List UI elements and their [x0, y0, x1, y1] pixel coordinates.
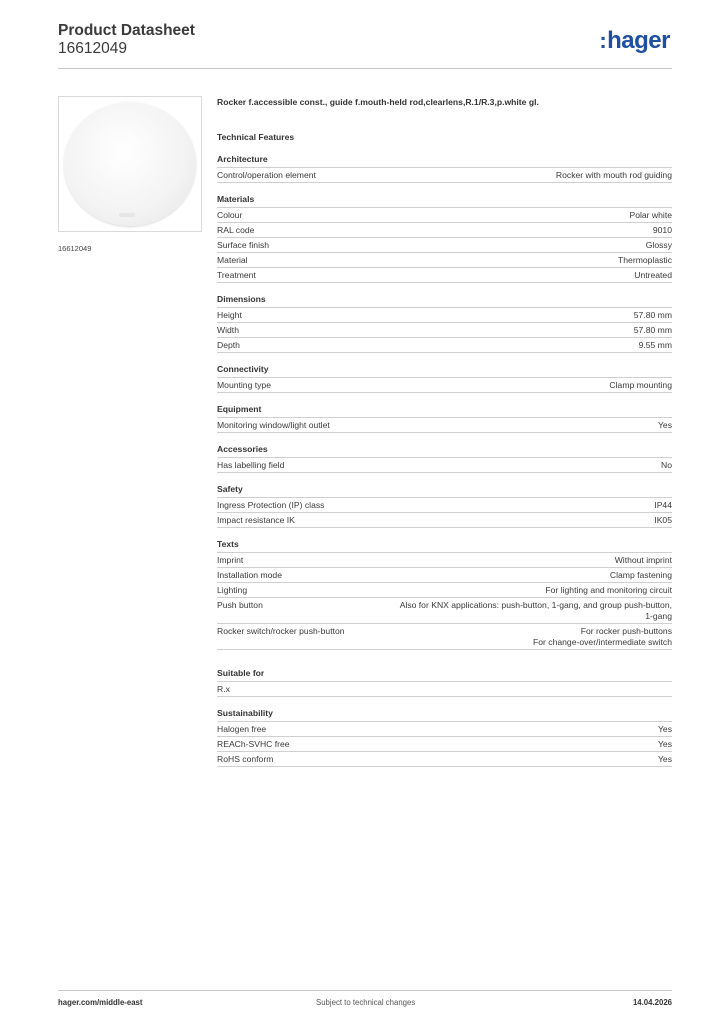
section-title: Architecture	[217, 154, 672, 168]
spec-label: Imprint	[217, 555, 244, 565]
spec-label: Material	[217, 255, 248, 265]
section-title: Accessories	[217, 444, 672, 458]
spec-value-line: 9.55 mm	[638, 340, 672, 350]
document-title: Product Datasheet	[58, 22, 195, 39]
spec-label: RAL code	[217, 225, 255, 235]
spec-section	[217, 404, 672, 433]
spec-value-line	[670, 684, 672, 695]
section-title: Suitable for	[217, 668, 672, 682]
section-title: Texts	[217, 539, 672, 553]
section-title: Equipment	[217, 404, 672, 418]
light-window	[119, 213, 135, 217]
spec-value-line: Polar white	[629, 210, 672, 220]
rocker-image	[64, 102, 196, 226]
spec-value-line: Yes	[657, 724, 672, 734]
spec-section	[217, 708, 672, 767]
page-header	[58, 22, 672, 68]
spec-value	[629, 210, 672, 221]
spec-value-line: Glossy	[645, 240, 672, 250]
logo-prefix: :	[599, 28, 607, 53]
section-title: Safety	[217, 484, 672, 498]
spec-value	[658, 739, 672, 750]
technical-features-title: Technical Features	[217, 132, 295, 142]
spec-section	[217, 668, 672, 697]
spec-value-line: Clamp fastening	[609, 570, 672, 580]
section-title: Sustainability	[217, 708, 672, 722]
product-image	[58, 96, 202, 232]
spec-value	[609, 380, 672, 391]
spec-value-line: 1-gang	[645, 611, 672, 621]
spec-label: Lighting	[217, 585, 248, 595]
image-caption: 16612049	[58, 244, 92, 253]
spec-row	[217, 418, 672, 433]
spec-value-line: Thermoplastic	[618, 255, 672, 265]
spec-row	[217, 752, 672, 767]
spec-row	[217, 223, 672, 238]
spec-row	[217, 338, 672, 353]
spec-row	[217, 568, 672, 583]
spec-label: Push button	[217, 600, 263, 610]
spec-row	[217, 208, 672, 223]
spec-value	[634, 270, 672, 281]
spec-label: Height	[217, 310, 242, 320]
spec-label: Colour	[217, 210, 243, 220]
spec-label: Impact resistance IK	[217, 515, 295, 525]
spec-value	[654, 515, 672, 526]
spec-row	[217, 168, 672, 183]
spec-label: Control/operation element	[217, 170, 316, 180]
spec-value	[533, 626, 672, 648]
header-divider	[58, 68, 672, 69]
spec-row	[217, 323, 672, 338]
spec-value	[658, 420, 672, 431]
spec-row	[217, 553, 672, 568]
spec-value-line: 9010	[652, 225, 672, 235]
logo-text: hager	[607, 27, 670, 54]
spec-row	[217, 378, 672, 393]
spec-label: Mounting type	[217, 380, 271, 390]
spec-value	[545, 585, 672, 596]
spec-value	[661, 460, 672, 471]
spec-value-line: Yes	[657, 739, 672, 749]
spec-section	[217, 364, 672, 393]
spec-row	[217, 682, 672, 697]
spec-section	[217, 539, 672, 650]
spec-row	[217, 598, 672, 624]
spec-label: Monitoring window/light outlet	[217, 420, 330, 430]
spec-label: Halogen free	[217, 724, 267, 734]
spec-row	[217, 624, 672, 650]
spec-label: REACh-SVHC free	[217, 739, 290, 749]
spec-value-line: Untreated	[634, 270, 672, 280]
spec-row	[217, 458, 672, 473]
spec-value-line: IP44	[654, 500, 672, 510]
spec-value-line: For rocker push-buttons	[580, 626, 672, 636]
spec-row	[217, 238, 672, 253]
section-title: Materials	[217, 194, 672, 208]
spec-row	[217, 498, 672, 513]
spec-value	[646, 240, 672, 251]
spec-value-line: Clamp mounting	[609, 380, 672, 390]
spec-row	[217, 253, 672, 268]
spec-value-line: 57.80 mm	[633, 310, 672, 320]
spec-label: Installation mode	[217, 570, 282, 580]
spec-value-line: Also for KNX applications: push-button, 1-gang, and group push-button,	[399, 600, 672, 610]
spec-value	[615, 555, 672, 566]
document-number: 16612049	[58, 40, 127, 57]
spec-value-line: Yes	[657, 754, 672, 764]
spec-row	[217, 722, 672, 737]
product-description: Rocker f.accessible const., guide f.mouth-held rod,clearlens,R.1/R.3,p.white gl.	[217, 97, 539, 107]
spec-value-line: No	[661, 460, 672, 470]
spec-value	[658, 754, 672, 765]
footer-website: hager.com/middle-east	[58, 998, 143, 1007]
spec-value	[556, 170, 672, 181]
spec-label: Width	[217, 325, 239, 335]
section-title: Connectivity	[217, 364, 672, 378]
spec-value	[618, 255, 672, 266]
spec-value	[634, 310, 672, 321]
spec-value-line: Without imprint	[614, 555, 672, 565]
spec-label: Treatment	[217, 270, 256, 280]
section-title: Dimensions	[217, 294, 672, 308]
footer-date: 14.04.2026	[632, 998, 672, 1007]
spec-section	[217, 294, 672, 353]
hager-logo	[599, 28, 670, 54]
spec-value	[654, 500, 672, 511]
spec-value-line: 57.80 mm	[633, 325, 672, 335]
spec-value	[639, 340, 672, 351]
spec-label: R.x	[217, 684, 230, 694]
spec-section	[217, 194, 672, 283]
spec-label: Has labelling field	[217, 460, 285, 470]
spec-label: Surface finish	[217, 240, 270, 250]
spec-label: Rocker switch/rocker push-button	[217, 626, 345, 636]
footer-notice: Subject to technical changes	[316, 998, 416, 1007]
spec-row	[217, 268, 672, 283]
spec-value	[653, 225, 672, 236]
spec-label: RoHS conform	[217, 754, 274, 764]
spec-section	[217, 154, 672, 183]
spec-content	[217, 96, 672, 767]
spec-value	[610, 570, 672, 581]
spec-label: Depth	[217, 340, 240, 350]
spec-value	[400, 600, 672, 622]
footer-divider	[58, 990, 672, 991]
spec-value	[634, 325, 672, 336]
spec-value-line: For change-over/intermediate switch	[533, 637, 672, 647]
spec-value-line: Rocker with mouth rod guiding	[555, 170, 672, 180]
spec-value	[670, 684, 672, 695]
spec-value-line: IK05	[654, 515, 672, 525]
spec-section	[217, 484, 672, 528]
spec-row	[217, 737, 672, 752]
spec-row	[217, 583, 672, 598]
spec-section	[217, 444, 672, 473]
spec-row	[217, 513, 672, 528]
spec-row	[217, 308, 672, 323]
spec-value	[658, 724, 672, 735]
spec-value-line: For lighting and monitoring circuit	[545, 585, 672, 595]
spec-sections	[217, 154, 672, 767]
spec-label: Ingress Protection (IP) class	[217, 500, 325, 510]
spec-value-line: Yes	[657, 420, 672, 430]
